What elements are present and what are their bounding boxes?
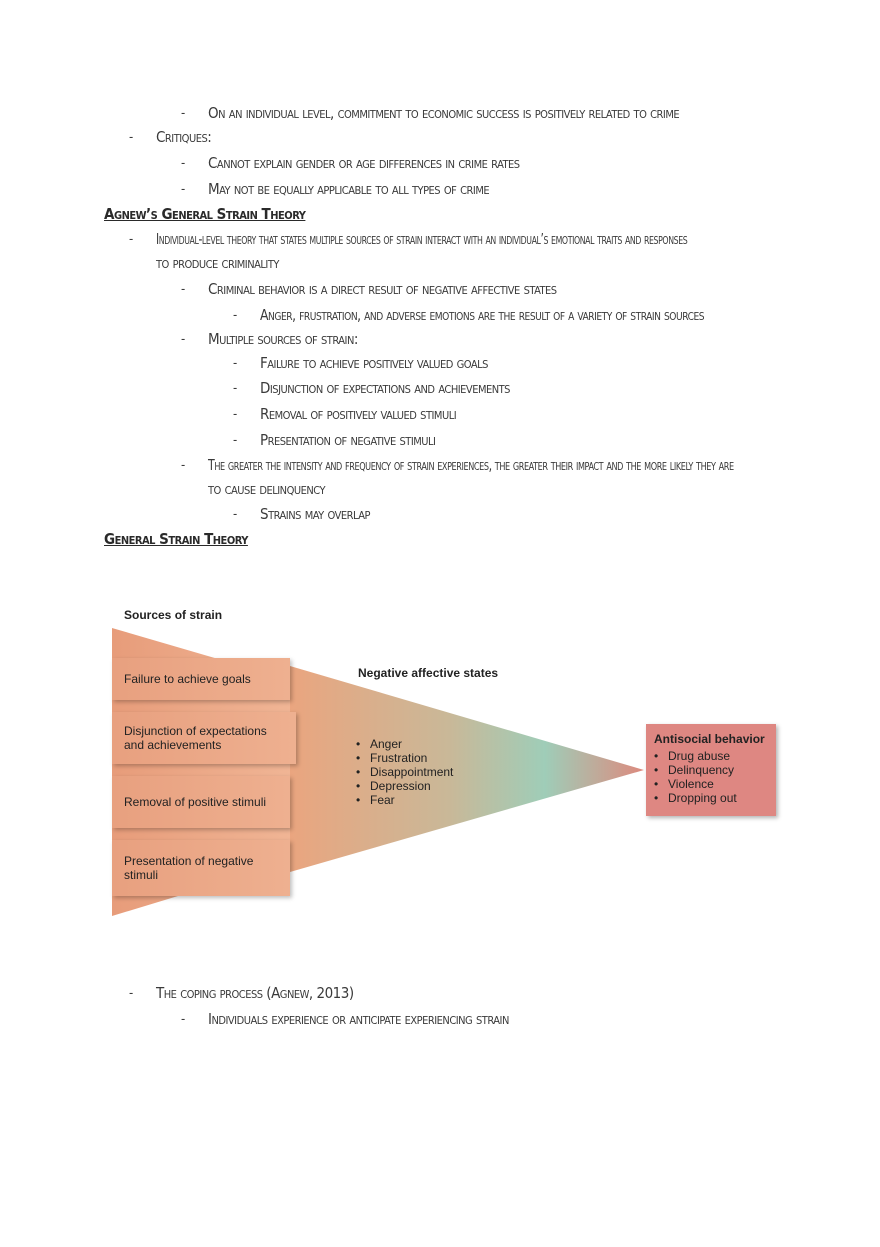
source-label: Failure to achieve goals bbox=[124, 672, 251, 686]
negative-states-title: Negative affective states bbox=[358, 666, 499, 680]
negative-states-list bbox=[356, 737, 453, 807]
text-line: On an individual level, commitment to economic success is positively related to crime bbox=[208, 104, 680, 122]
list-item: • Disappointment bbox=[356, 765, 454, 779]
bullet-dash: - bbox=[181, 106, 186, 121]
bullet-dash: - bbox=[129, 986, 134, 1001]
text-line: Strains may overlap bbox=[260, 505, 370, 523]
text-line: to cause delinquency bbox=[208, 480, 326, 498]
list-item: • Depression bbox=[356, 779, 431, 793]
list-item: • Drug abuse bbox=[654, 749, 731, 763]
text-line: Cannot explain gender or age differences in crime rates bbox=[208, 154, 520, 172]
text-line: Critiques: bbox=[156, 128, 212, 146]
text-line: Individual-level theory that states multiple sources of strain interact with an individual’s emotional traits and responses bbox=[156, 230, 688, 248]
bullet-dash: - bbox=[233, 433, 238, 448]
bullet-dash: - bbox=[181, 332, 186, 347]
list-item: • Dropping out bbox=[654, 791, 737, 805]
text-line: Multiple sources of strain: bbox=[208, 330, 358, 348]
bullet-dash: - bbox=[181, 458, 186, 473]
bullet-dash: - bbox=[233, 381, 238, 396]
antisocial-behavior-box bbox=[646, 724, 776, 816]
bullet-dash: - bbox=[233, 507, 238, 522]
text-line: The coping process (Agnew, 2013) bbox=[156, 984, 354, 1002]
text-line: Anger, frustration, and adverse emotions are the result of a variety of strain sources bbox=[260, 306, 705, 324]
section-heading: Agnew’s General Strain Theory bbox=[104, 205, 306, 223]
bullet-dash: - bbox=[233, 356, 238, 371]
sources-title: Sources of strain bbox=[124, 608, 223, 622]
list-item: • Delinquency bbox=[654, 763, 735, 777]
bullet-dash: - bbox=[233, 308, 238, 323]
text-line: May not be equally applicable to all types of crime bbox=[208, 180, 490, 198]
list-item: • Frustration bbox=[356, 751, 428, 765]
bullet-dash: - bbox=[181, 1012, 186, 1027]
text-line: The greater the intensity and frequency of strain experiences, the greater their impact and the more likely they are bbox=[208, 456, 734, 474]
source-box bbox=[112, 840, 290, 896]
text-line: Disjunction of expectations and achievements bbox=[260, 379, 510, 397]
list-item: • Violence bbox=[654, 777, 714, 791]
strain-diagram bbox=[104, 600, 784, 920]
text-line: to produce criminality bbox=[156, 254, 279, 272]
bullet-dash: - bbox=[233, 407, 238, 422]
source-box bbox=[112, 658, 290, 700]
text-line: Presentation of negative stimuli bbox=[260, 431, 436, 449]
source-label: Presentation of negative stimuli bbox=[124, 854, 254, 882]
bullet-dash: - bbox=[181, 182, 186, 197]
section-heading: General Strain Theory bbox=[104, 530, 248, 548]
antisocial-title: Antisocial behavior bbox=[654, 732, 765, 746]
source-box bbox=[112, 776, 290, 828]
text-line: Individuals experience or anticipate experiencing strain bbox=[208, 1010, 509, 1028]
text-line: Failure to achieve positively valued goals bbox=[260, 354, 488, 372]
bullet-dash: - bbox=[129, 130, 134, 145]
bullet-dash: - bbox=[129, 232, 134, 247]
text-line: Removal of positively valued stimuli bbox=[260, 405, 457, 423]
list-item: • Anger bbox=[356, 737, 403, 751]
bullet-dash: - bbox=[181, 156, 186, 171]
negative-states-triangle bbox=[290, 666, 644, 872]
list-item: • Fear bbox=[356, 793, 395, 807]
text-line: Criminal behavior is a direct result of negative affective states bbox=[208, 280, 557, 298]
source-label: Removal of positive stimuli bbox=[124, 795, 267, 809]
bullet-dash: - bbox=[181, 282, 186, 297]
source-label: Disjunction of expectations and achievements bbox=[124, 724, 267, 752]
source-box bbox=[112, 712, 296, 764]
